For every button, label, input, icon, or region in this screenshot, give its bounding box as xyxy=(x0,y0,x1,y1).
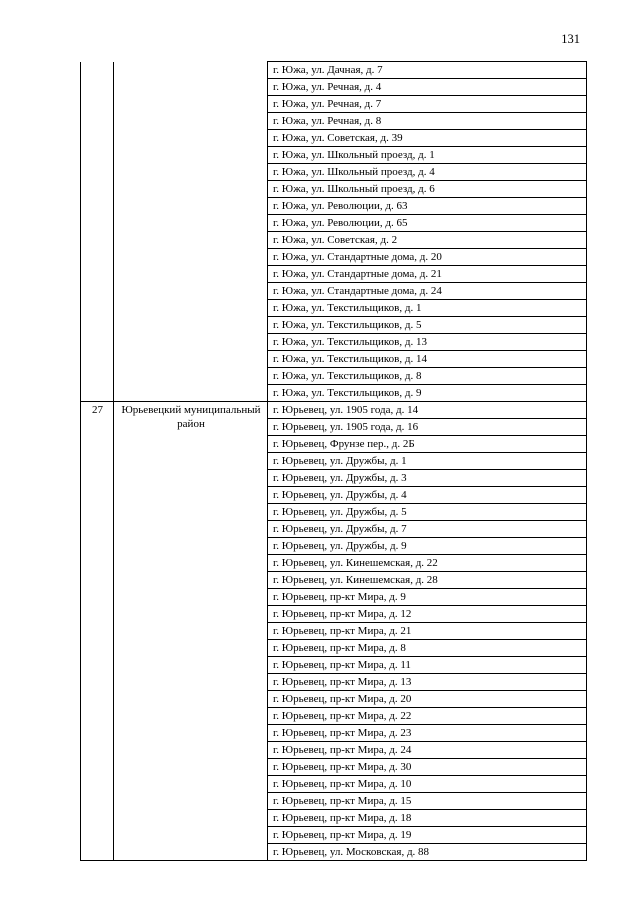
address-cell: г. Юрьевец, пр-кт Мира, д. 15 xyxy=(268,793,587,810)
address-cell: г. Юрьевец, ул. Дружбы, д. 1 xyxy=(268,453,587,470)
table-row xyxy=(81,62,587,79)
address-cell: г. Юрьевец, ул. Дружбы, д. 9 xyxy=(268,538,587,555)
address-cell: г. Южа, ул. Стандартные дома, д. 21 xyxy=(268,266,587,283)
address-cell: г. Южа, ул. Советская, д. 39 xyxy=(268,130,587,147)
address-cell: г. Юрьевец, пр-кт Мира, д. 30 xyxy=(268,759,587,776)
address-cell: г. Южа, ул. Стандартные дома, д. 20 xyxy=(268,249,587,266)
address-cell: г. Юрьевец, пр-кт Мира, д. 11 xyxy=(268,657,587,674)
address-cell: г. Юрьевец, пр-кт Мира, д. 9 xyxy=(268,589,587,606)
address-cell: г. Юрьевец, ул. Московская, д. 88 xyxy=(268,844,587,861)
address-cell: г. Юрьевец, ул. 1905 года, д. 14 xyxy=(268,402,587,419)
page-number: 131 xyxy=(561,32,580,46)
address-cell: г. Южа, ул. Речная, д. 8 xyxy=(268,113,587,130)
address-cell: г. Южа, ул. Текстильщиков, д. 13 xyxy=(268,334,587,351)
address-cell: г. Юрьевец, пр-кт Мира, д. 24 xyxy=(268,742,587,759)
address-cell: г. Южа, ул. Текстильщиков, д. 14 xyxy=(268,351,587,368)
address-cell: г. Юрьевец, ул. 1905 года, д. 16 xyxy=(268,419,587,436)
address-cell: г. Юрьевец, пр-кт Мира, д. 20 xyxy=(268,691,587,708)
address-cell: г. Юрьевец, Фрунзе пер., д. 2Б xyxy=(268,436,587,453)
address-cell: г. Юрьевец, ул. Дружбы, д. 7 xyxy=(268,521,587,538)
address-cell: г. Юрьевец, пр-кт Мира, д. 10 xyxy=(268,776,587,793)
address-cell: г. Южа, ул. Революции, д. 65 xyxy=(268,215,587,232)
address-cell: г. Юрьевец, пр-кт Мира, д. 21 xyxy=(268,623,587,640)
address-cell: г. Южа, ул. Речная, д. 7 xyxy=(268,96,587,113)
address-cell: г. Юрьевец, ул. Дружбы, д. 5 xyxy=(268,504,587,521)
address-cell: г. Южа, ул. Школьный проезд, д. 4 xyxy=(268,164,587,181)
address-cell: г. Юрьевец, ул. Кинешемская, д. 28 xyxy=(268,572,587,589)
address-cell: г. Юрьевец, пр-кт Мира, д. 13 xyxy=(268,674,587,691)
district-cell: Юрьевецкий муниципальный район xyxy=(114,402,268,861)
address-cell: г. Южа, ул. Революции, д. 63 xyxy=(268,198,587,215)
address-cell: г. Южа, ул. Текстильщиков, д. 8 xyxy=(268,368,587,385)
address-cell: г. Юрьевец, пр-кт Мира, д. 12 xyxy=(268,606,587,623)
address-cell: г. Юрьевец, ул. Дружбы, д. 4 xyxy=(268,487,587,504)
address-cell: г. Юрьевец, ул. Кинешемская, д. 22 xyxy=(268,555,587,572)
address-cell: г. Южа, ул. Речная, д. 4 xyxy=(268,79,587,96)
address-cell: г. Южа, ул. Школьный проезд, д. 1 xyxy=(268,147,587,164)
address-cell: г. Южа, ул. Текстильщиков, д. 5 xyxy=(268,317,587,334)
address-cell: г. Южа, ул. Дачная, д. 7 xyxy=(268,62,587,79)
address-cell: г. Южа, ул. Школьный проезд, д. 6 xyxy=(268,181,587,198)
address-cell: г. Юрьевец, пр-кт Мира, д. 23 xyxy=(268,725,587,742)
table-row xyxy=(81,402,587,419)
address-cell: г. Южа, ул. Советская, д. 2 xyxy=(268,232,587,249)
address-table xyxy=(80,61,587,861)
address-cell: г. Южа, ул. Текстильщиков, д. 9 xyxy=(268,385,587,402)
address-cell: г. Юрьевец, пр-кт Мира, д. 19 xyxy=(268,827,587,844)
address-cell: г. Южа, ул. Стандартные дома, д. 24 xyxy=(268,283,587,300)
address-table-body xyxy=(81,62,587,861)
address-cell: г. Южа, ул. Текстильщиков, д. 1 xyxy=(268,300,587,317)
address-cell: г. Юрьевец, ул. Дружбы, д. 3 xyxy=(268,470,587,487)
address-cell: г. Юрьевец, пр-кт Мира, д. 8 xyxy=(268,640,587,657)
district-cell xyxy=(114,62,268,402)
row-number-cell xyxy=(81,62,114,402)
address-cell: г. Юрьевец, пр-кт Мира, д. 22 xyxy=(268,708,587,725)
address-cell: г. Юрьевец, пр-кт Мира, д. 18 xyxy=(268,810,587,827)
row-number-cell: 27 xyxy=(81,402,114,861)
